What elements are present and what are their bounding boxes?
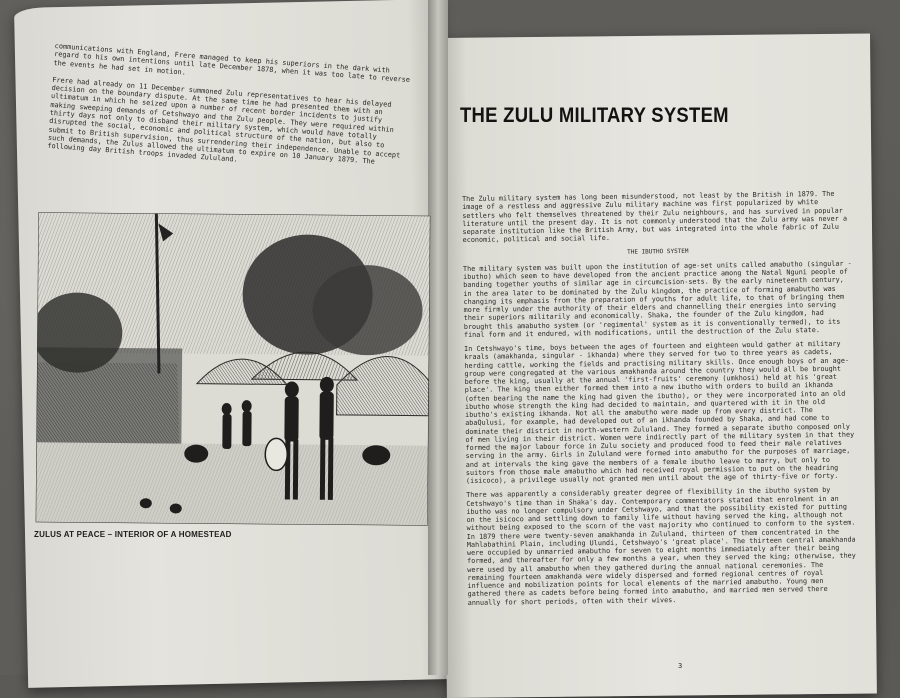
left-paragraph: Frere had already on 11 December summoned Zulu representatives to hear his delayed decision on the boundary dispute. At the same time he had presented them with an ultimatum in which he seized upon a number of recent border incidents to justify making sweeping demands of Cetshwayo and the Zulu people. They were required within thirty days not only to disband their military system, which would have totally disrupted the social, economic and political structure of the nation, but also to submit to British supervision, thus surrendering their independence. Unable to accept such demands, the Zulus allowed the ultimatum to expire on 10 January 1879. The following day British troops invaded Zululand. <box>47 75 401 166</box>
intro-paragraph: The Zulu military system has long been misunderstood, not least by the British in 1879. The image of a restless and aggressive Zulu military machine was first popularized by white settlers who felt themselves threatened by their Zulu neighbours, and has survived in popular literature until the present day. It is not commonly understood that the Zulu army was never a separate institution like the British Army, but was integrated into the whole fabric of Zulu economic, political and social life. <box>462 189 848 245</box>
homestead-illustration <box>36 212 431 525</box>
illustration-caption: ZULUS AT PEACE – INTERIOR OF A HOMESTEAD <box>34 530 232 539</box>
book-gutter <box>428 0 448 675</box>
page-number: 3 <box>678 662 683 670</box>
body-paragraph: The military system was built upon the institution of age-set units called amabutho (singular - ibutho) which seem to have developed from the ancient practice among the Natal Nguni people of banding together youths of similar age in circumcision-sets. By the early nineteenth century, in the area later to be dominated by the Zulu kingdom, the practice of forming amabutho was changing its emphasis from the preparation of youths for adult life, to that of bringing them more firmly under the authority of their elders and channelling their energies into serving their superiors militarily and economically. Shaka, the founder of the Zulu kingdom, had brought this amabutho system (or 'regimental' system as it is conventionally termed), to its final form and it endured, with modifications, until the destruction of the Zulu state. <box>462 259 852 339</box>
body-paragraph: In Cetshwayo's time, boys between the ages of fourteen and eighteen would gather at military kraals (amakhanda, singular - ikhanda) where they served for two to three years as cadets, herding cattle, working the fields and practising military skills. Once enough boys of an age-group were congregated at the various amakhanda around the country they would all be brought before the king, usually at the annual 'first-fruits' ceremony (umkhosi) held at his 'great place'. The king then either formed them into a new ibutho with orders to build an ikhanda (often bearing the name the king had given the ibutho), or they were incorporated into an old ibutho whose strength the king had decided to maintain, and quartered with it in the old ibutho's existing ikhanda. Not all the amabutho were made up from every district. The abaQulusi, for example, had developed out of an ikhanda founded by Shaka, and had come to dominate their district in north-western Zululand. They formed a separate ibutho composed only of men living in their district. Women were indirectly part of the military system in that they formed the major labour force in Zulu society and produced food to feed their male relatives serving in the army. Girls in Zululand were formed into amabutho for the purposes of marriage, and at intervals the king gave the members of a female ibutho leave to marry, but only to suitors from those male amabutho which had received royal permission to put on the headring (isicoco), a privilege usually not granted men until about the age of thirty-five or forty. <box>464 339 855 485</box>
section-heading: THE IBUTHO SYSTEM <box>627 247 689 256</box>
right-page-text <box>462 190 858 613</box>
page-title: THE ZULU MILITARY SYSTEM <box>460 104 729 127</box>
body-paragraph: There was apparently a considerably greater degree of flexibility in the ibutho system by Cetshwayo's time than in Shaka's day. Contemporary commentators stated that enrolment in an ibutho was no longer compulsory under Cetshwayo, and that the possibility existed for putting on the isicoco and settling down to family life without having served the king, although not without being exposed to the scorn of the vast majority who continued to conform to the system. In 1879 there were twenty-seven amakhanda in Zululand, thirteen of them concentrated in the Mahlabathini Plain, including Ulundi, Cetshwayo's 'great place'. The thirteen central amakhanda were occupied by unmarried amabutho for seven to eight months immediately after their being formed, and thereafter for only a few months a year, when they served the king; otherwise, they were used by all amabutho when they gathered during the annual national ceremonies. The remaining fourteen amakhanda were widely dispersed and formed regional centres of royal influence and mobilization points for local elements of the married amabutho. Young men gathered there as cadets before being formed into amabutho, and married men served there annually for short periods, often with their wives. <box>466 486 856 607</box>
left-paragraph: communications with England, Frere managed to keep his superiors in the dark with regard to his own intentions until late December 1878, when it was too late to reverse the events he had set in motion. <box>53 42 411 85</box>
